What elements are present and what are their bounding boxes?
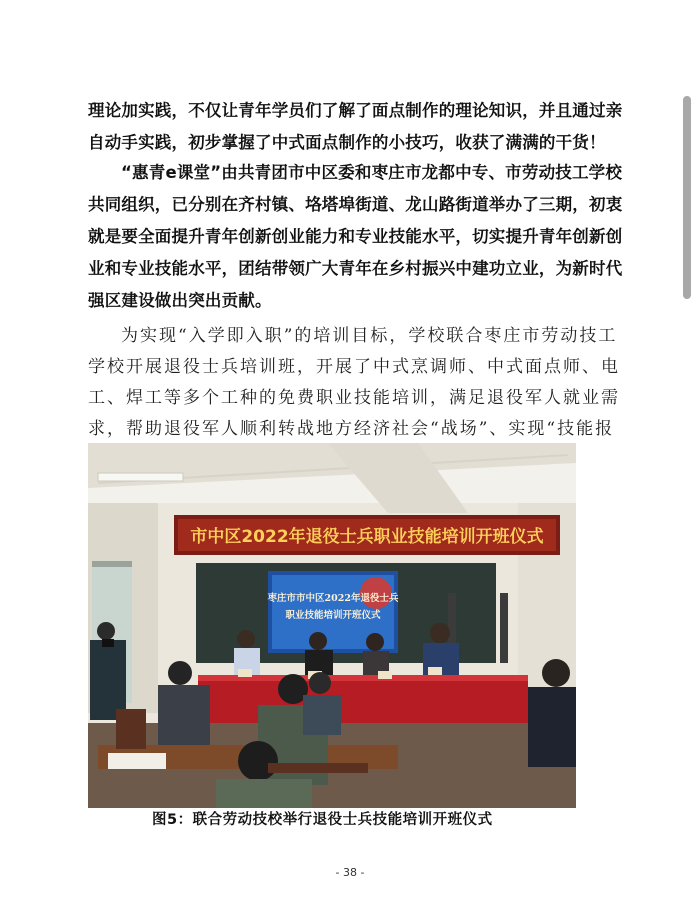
vertical-scrollbar[interactable] — [683, 96, 691, 299]
page-number: - 38 - — [335, 866, 365, 879]
screen-title-line-1: 枣庄市市中区2022年退役士兵 — [267, 593, 399, 604]
head-table — [198, 675, 528, 727]
paragraph-veteran-training: 为实现“入学即入职”的培训目标，学校联合枣庄市劳动技工学校开展退役士兵培训班，开展了中式烹调师、中式面点师、电工、焊工等多个工种的免费职业技能培训，满足退役军人就业需求，帮助退役军人顺利转战地方经济社会“战场”、实现“技能报 — [88, 326, 620, 439]
screen-title-line-2: 职业技能培训开班仪式 — [285, 610, 381, 621]
banner-text: 市中区2022年退役士兵职业技能培训开班仪式 — [190, 527, 544, 547]
figure-caption: 图5：联合劳动技校举行退役士兵技能培训开班仪式 — [152, 812, 493, 828]
paragraph-huiqing-classroom: “惠青e课堂”由共青团市中区委和枣庄市龙都中专、市劳动技工学校共同组织，已分别在齐村镇、垎塔埠街道、龙山路街道举办了三期，初衷就是要全面提升青年创新创业能力和专业技能水平，切实提升青年创新创业和专业技能水平，团结带领广大青年在乡村振兴中建功立业，为新时代强区建设做出突出贡献。 — [88, 163, 623, 310]
paragraph-practice-summary: 理论加实践，不仅让青年学员们了解了面点制作的理论知识，并且通过亲自动手实践，初步掌握了中式面点制作的小技巧，收获了满满的干货！ — [88, 101, 623, 152]
ceremony-photo — [88, 443, 576, 808]
